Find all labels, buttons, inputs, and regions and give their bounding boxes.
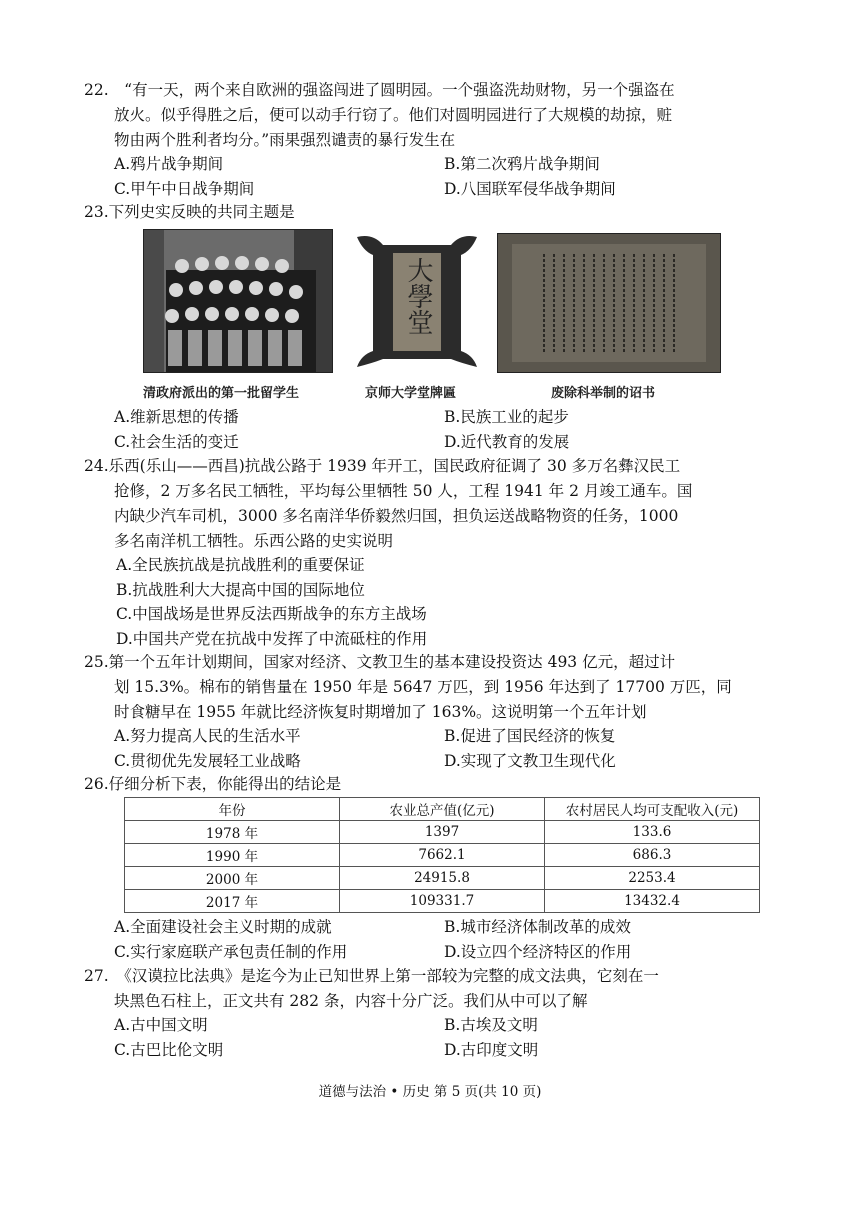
option-b[interactable]: B.抗战胜利大大提高中国的国际地位	[116, 580, 365, 599]
table-header: 农业总产值(亿元)	[340, 798, 545, 821]
table-row	[125, 890, 760, 913]
option-a[interactable]: A.全民族抗战是抗战胜利的重要保证	[116, 556, 365, 574]
question-24-options	[116, 553, 427, 651]
question-27-options	[114, 1013, 774, 1062]
table-header: 年份	[125, 798, 340, 821]
table-cell: 7662.1	[340, 844, 545, 867]
question-22-line: 放火。似乎得胜之后，便可以动手行窃了。他们对圆明园进行了大规模的劫掠，赃	[114, 106, 673, 124]
table-row	[125, 821, 760, 844]
question-24	[84, 454, 784, 554]
option-a[interactable]: A.维新思想的传播	[114, 408, 239, 426]
option-c[interactable]: C.实行家庭联产承包责任制的作用	[114, 942, 348, 961]
question-25-line: 时食糖早在 1955 年就比经济恢复时期增加了 163%。这说明第一个五年计划	[114, 703, 647, 721]
question-22-line: 物由两个胜利者均分。”雨果强烈谴责的暴行发生在	[114, 131, 456, 149]
question-23	[84, 200, 784, 225]
table-cell: 133.6	[545, 821, 760, 844]
question-25-line: 划 15.3%。棉布的销售量在 1950 年是 5647 万匹，到 1956 年达到了 17700 万匹，同	[114, 678, 732, 696]
question-26-options	[114, 915, 774, 964]
option-b[interactable]: B.第二次鸦片战争期间	[444, 155, 600, 173]
table-cell: 13432.4	[545, 890, 760, 913]
caption-edict: 废除科举制的诏书	[551, 386, 656, 401]
students-photo-graphic	[144, 230, 332, 372]
table-cell: 1978 年	[125, 821, 340, 844]
table-cell: 109331.7	[340, 890, 545, 913]
question-25-line: 25.第一个五年计划期间，国家对经济、文教卫生的基本建设投资达 493 亿元，超过计	[84, 653, 676, 671]
table-row	[125, 844, 760, 867]
question-26	[84, 772, 784, 797]
option-a[interactable]: A.鸦片战争期间	[114, 155, 224, 173]
option-c[interactable]: C.社会生活的变迁	[114, 432, 239, 451]
table-cell: 2253.4	[545, 867, 760, 890]
students-photo	[143, 229, 333, 373]
university-plaque	[353, 231, 481, 371]
option-d[interactable]: D.八国联军侵华战争期间	[444, 179, 616, 198]
option-a[interactable]: A.古中国文明	[114, 1016, 208, 1034]
option-c[interactable]: C.贯彻优先发展轻工业战略	[114, 751, 301, 770]
option-d[interactable]: D.古印度文明	[444, 1040, 539, 1059]
question-22-line: 22. “有一天，两个来自欧洲的强盗闯进了圆明园。一个强盗洗劫财物，另一个强盗在	[84, 81, 675, 99]
plaque-text: 大學堂	[403, 257, 433, 335]
option-b[interactable]: B.促进了国民经济的恢复	[444, 727, 616, 745]
option-b[interactable]: B.古埃及文明	[444, 1016, 538, 1034]
question-24-line: 24.乐西(乐山——西昌)抗战公路于 1939 年开工，国民政府征调了 30 多万名彝汉民工	[84, 457, 681, 475]
table-cell: 24915.8	[340, 867, 545, 890]
edict-graphic	[498, 234, 720, 372]
question-24-line: 内缺少汽车司机，3000 多名南洋华侨毅然归国，担负运送战略物资的任务，1000	[114, 507, 679, 525]
question-23-images	[143, 229, 723, 405]
caption-plaque: 京师大学堂牌匾	[365, 386, 457, 401]
option-d[interactable]: D.中国共产党在抗战中发挥了中流砥柱的作用	[116, 629, 428, 648]
table-cell: 2000 年	[125, 867, 340, 890]
table-cell: 1397	[340, 821, 545, 844]
option-d[interactable]: D.实现了文教卫生现代化	[444, 751, 616, 770]
option-c[interactable]: C.甲午中日战争期间	[114, 179, 255, 198]
question-25	[84, 650, 784, 725]
option-b[interactable]: B.城市经济体制改革的成效	[444, 918, 631, 936]
option-c[interactable]: C.古巴比伦文明	[114, 1040, 224, 1059]
table-cell: 686.3	[545, 844, 760, 867]
page-footer: 道德与法治 • 历史 第 5 页(共 10 页)	[318, 1084, 542, 1100]
question-27-line: 27. 《汉谟拉比法典》是迄今为止已知世界上第一部较为完整的成文法典，它刻在一	[84, 967, 659, 985]
question-24-line: 抢修，2 万多名民工牺牲，平均每公里牺牲 50 人，工程 1941 年 2 月竣工通车。国	[114, 482, 693, 500]
option-c[interactable]: C.中国战场是世界反法西斯战争的东方主战场	[116, 605, 427, 623]
table-cell: 2017 年	[125, 890, 340, 913]
option-d[interactable]: D.设立四个经济特区的作用	[444, 942, 632, 961]
question-25-options	[114, 724, 774, 773]
option-a[interactable]: A.全面建设社会主义时期的成就	[114, 918, 332, 936]
table-header-row	[125, 798, 760, 821]
option-a[interactable]: A.努力提高人民的生活水平	[114, 727, 301, 745]
option-b[interactable]: B.民族工业的起步	[444, 408, 569, 426]
question-22-options	[114, 152, 774, 201]
question-27-line: 块黑色石柱上，正文共有 282 条，内容十分广泛。我们从中可以了解	[114, 992, 588, 1010]
edict-photo	[497, 233, 721, 373]
option-d[interactable]: D.近代教育的发展	[444, 432, 570, 451]
question-27	[84, 964, 784, 1014]
question-23-options	[114, 405, 774, 454]
data-table	[124, 797, 760, 913]
table-row	[125, 867, 760, 890]
question-26-stem: 26.仔细分析下表，你能得出的结论是	[84, 775, 342, 793]
question-24-line: 多名南洋机工牺牲。乐西公路的史实说明	[114, 532, 394, 550]
table-cell: 1990 年	[125, 844, 340, 867]
table-header: 农村居民人均可支配收入(元)	[545, 798, 760, 821]
question-22	[84, 78, 784, 153]
question-23-stem: 23.下列史实反映的共同主题是	[84, 203, 295, 221]
caption-students: 清政府派出的第一批留学生	[143, 386, 300, 401]
